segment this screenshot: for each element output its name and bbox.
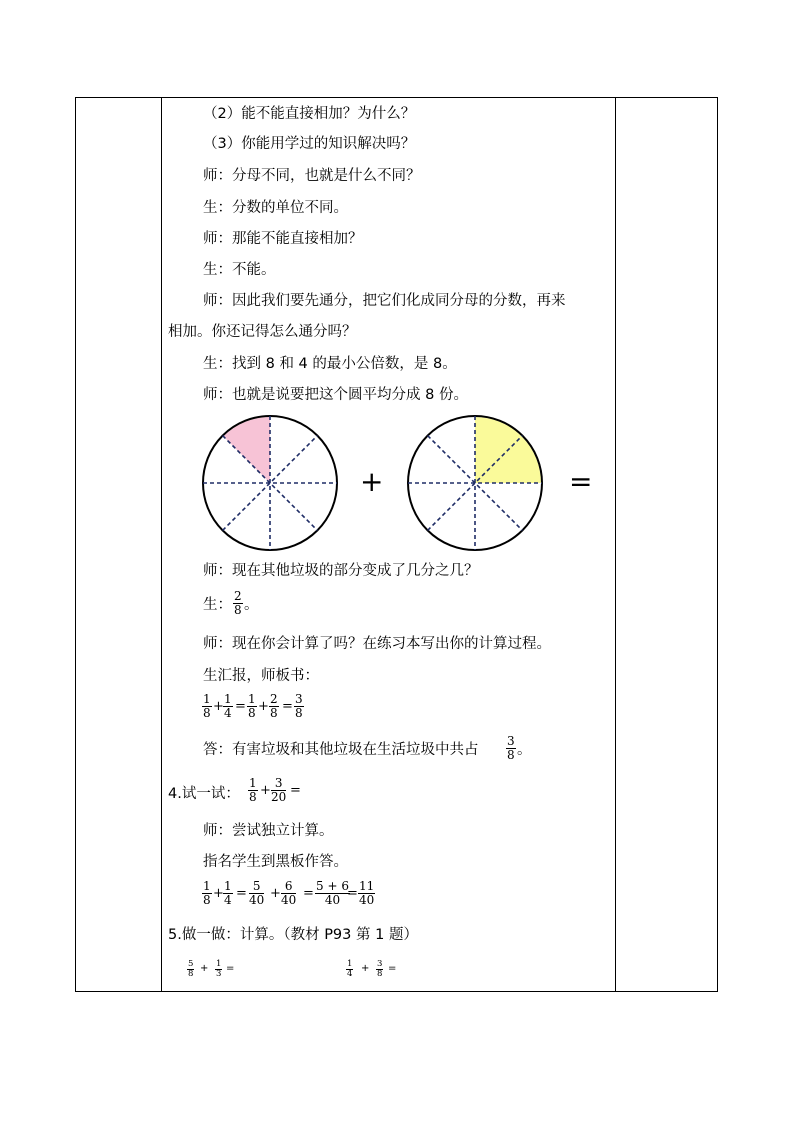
try-label: 4.试一试： bbox=[168, 786, 240, 802]
student-line-4-suffix: 。 bbox=[244, 597, 259, 613]
column-divider-left bbox=[161, 98, 162, 991]
student-line-2: 生：不能。 bbox=[203, 262, 276, 278]
student-line-3: 生：找到 8 和 4 的最小公倍数，是 8。 bbox=[203, 356, 457, 372]
student-line-1: 生：分数的单位不同。 bbox=[203, 200, 348, 216]
teacher-line-3b: 相加。你还记得怎么通分吗？ bbox=[168, 324, 357, 340]
column-divider-right bbox=[615, 98, 616, 991]
teacher-line-4: 师：也就是说要把这个圆平均分成 8 份。 bbox=[203, 387, 468, 403]
circle-left bbox=[203, 416, 337, 550]
circle-left-shaded-sector bbox=[223, 417, 270, 483]
teacher-line-5: 师：现在其他垃圾的部分变成了几分之几？ bbox=[203, 563, 479, 579]
question-2: （2）能不能直接相加？为什么？ bbox=[203, 106, 416, 122]
fraction-2-8: 2 8 bbox=[234, 589, 242, 617]
answer-prefix: 答：有害垃圾和其他垃圾在生活垃圾中共占 bbox=[203, 742, 479, 758]
teacher-line-7: 师：尝试独立计算。 bbox=[203, 823, 334, 839]
fraction-3-8: 3 8 bbox=[507, 734, 515, 762]
circle-right bbox=[408, 416, 542, 550]
teacher-line-3a: 师：因此我们要先通分，把它们化成同分母的分数，再来 bbox=[203, 293, 566, 309]
equals-sign: = bbox=[569, 465, 593, 498]
teacher-line-2: 师：那能不能直接相加？ bbox=[203, 231, 363, 247]
student-line-5: 生汇报，师板书： bbox=[203, 668, 319, 684]
student-line-4-prefix: 生： bbox=[203, 597, 232, 613]
teacher-line-6: 师：现在你会计算了吗？在练习本写出你的计算过程。 bbox=[203, 636, 551, 652]
plus-sign: + bbox=[360, 465, 384, 498]
teacher-line-8: 指名学生到黑板作答。 bbox=[203, 854, 348, 870]
teacher-line-1: 师：分母不同，也就是什么不同？ bbox=[203, 168, 421, 184]
do-label: 5.做一做：计算。（教材 P93 第 1 题） bbox=[168, 927, 418, 943]
question-3: （3）你能用学过的知识解决吗？ bbox=[203, 136, 416, 152]
answer-suffix: 。 bbox=[517, 742, 532, 758]
fraction-circles-diagram bbox=[195, 410, 595, 555]
